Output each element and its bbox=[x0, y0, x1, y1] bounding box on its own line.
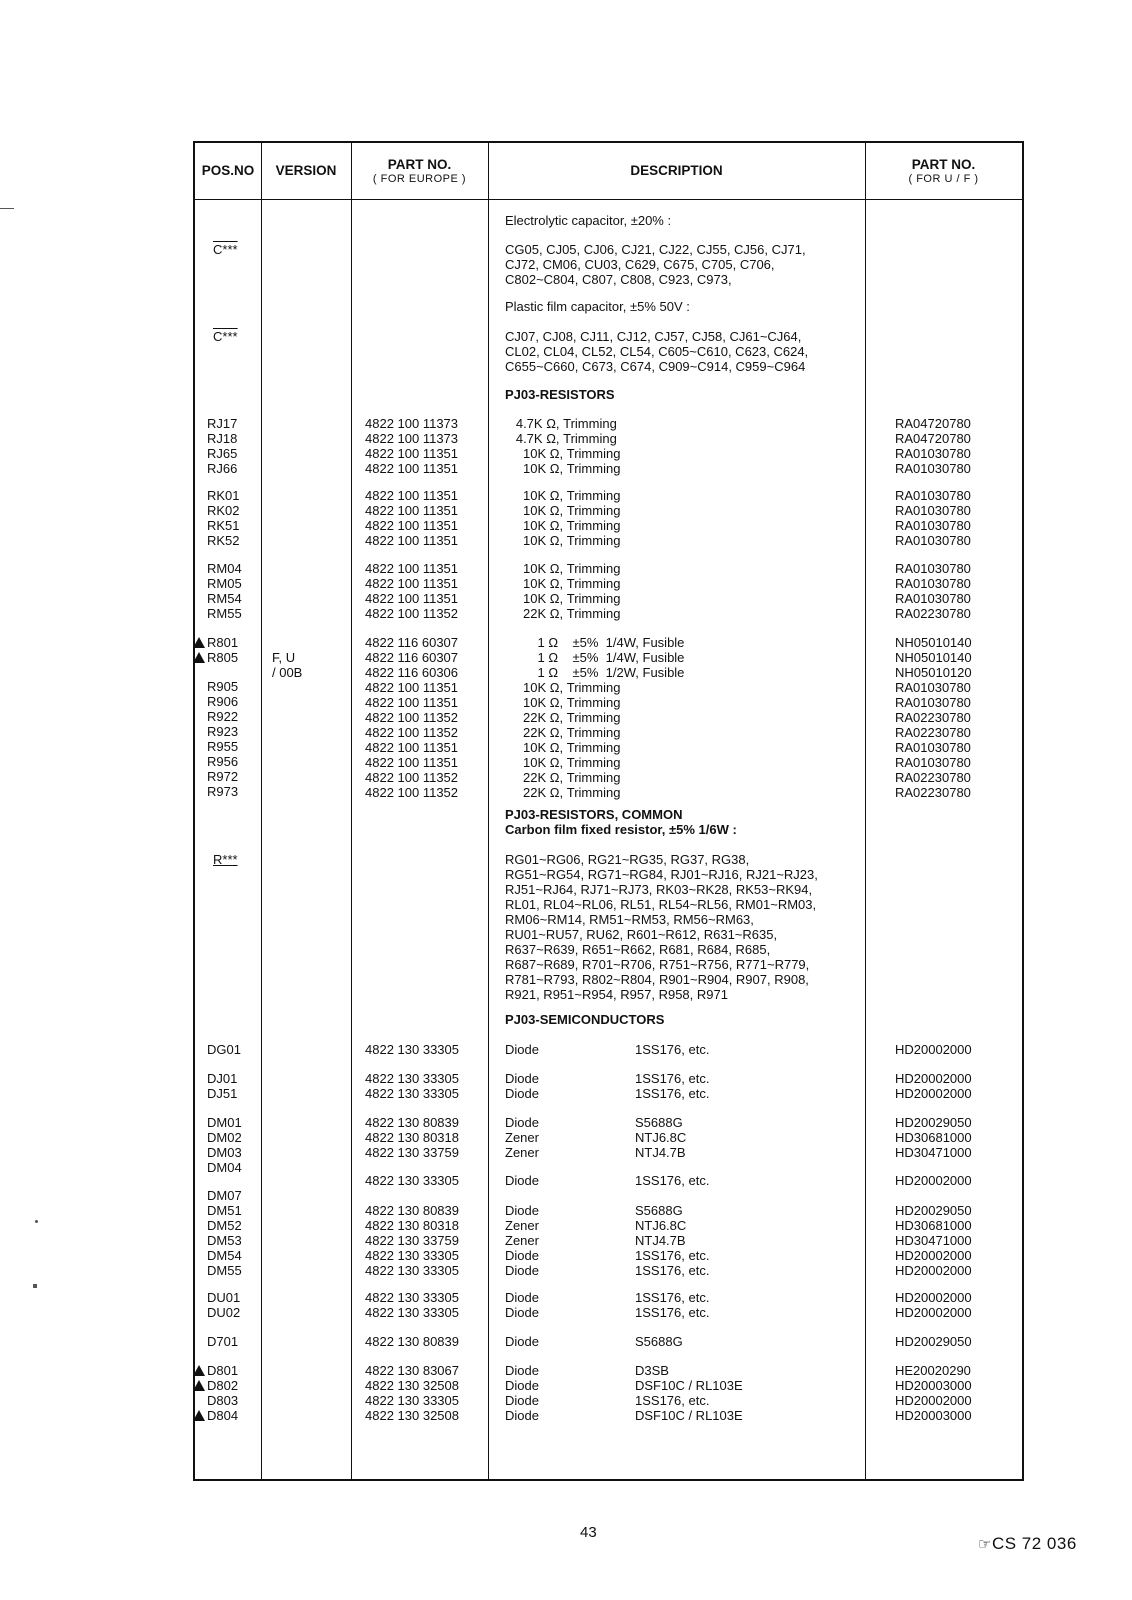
resistor-desc-group-2: 10K Ω, Trimming 10K Ω, Trimming 10K Ω, Trimming 10K Ω, Trimming bbox=[523, 488, 621, 548]
semi-value-group-7: S5688G bbox=[635, 1334, 683, 1349]
film-list: CJ07, CJ08, CJ11, CJ12, CJ57, CJ58, CJ61~CJ64, CL02, CL04, CL52, CL54, C605~C610, C623, C624, C655~C660, C673, C674, C909~C914, C959~C964 bbox=[505, 329, 809, 374]
document-code: ☞CS 72 036 bbox=[978, 1534, 1077, 1553]
header-pos-no: POS.NO bbox=[201, 163, 255, 178]
semi-uf-group-2: HD20002000 HD20002000 bbox=[895, 1071, 972, 1101]
semi-part-group-2: 4822 130 33305 4822 130 33305 bbox=[365, 1071, 459, 1101]
warning-triangle-icon bbox=[193, 1410, 205, 1421]
resistor-uf-group-3: RA01030780 RA01030780 RA01030780 RA02230780 bbox=[895, 561, 971, 621]
semi-type-group-3: Diode Zener Zener bbox=[505, 1115, 539, 1160]
semiconductors-heading: PJ03-SEMICONDUCTORS bbox=[505, 1012, 665, 1027]
semi-last-part: 4822 130 83067 4822 130 32508 4822 130 33305 4822 130 32508 bbox=[365, 1363, 459, 1423]
resistor-pos-tail: R905 R906 R922 R923 R955 R956 R972 R973 bbox=[207, 679, 239, 799]
semi-pos-group-2: DJ01 DJ51 bbox=[207, 1071, 238, 1101]
semi-uf-group-5: HD20029050 HD30681000 HD30471000 HD20002000 HD20002000 bbox=[895, 1203, 972, 1278]
semi-value-group-3: S5688G NTJ6.8C NTJ4.7B bbox=[635, 1115, 687, 1160]
semi-part-group-3: 4822 130 80839 4822 130 80318 4822 130 33759 bbox=[365, 1115, 459, 1160]
fusible-pos-1: R801 bbox=[207, 635, 262, 650]
resistors-common-subheading: Carbon film fixed resistor, ±5% 1/6W : bbox=[505, 822, 737, 837]
semi-part-group-7: 4822 130 80839 bbox=[365, 1334, 459, 1349]
scan-mark bbox=[33, 1284, 37, 1288]
warning-triangle-icon bbox=[193, 637, 205, 648]
semi-type-group-6: Diode Diode bbox=[505, 1290, 539, 1320]
resistor-pos-group-3: RM04 RM05 RM54 RM55 bbox=[207, 561, 242, 621]
electrolytic-pos: C*** bbox=[213, 242, 238, 257]
semi-uf-group-6: HD20002000 HD20002000 bbox=[895, 1290, 972, 1320]
column-divider bbox=[488, 143, 489, 1479]
parts-list-table bbox=[193, 141, 1024, 1481]
semi-last-pos-4: D804 bbox=[207, 1408, 262, 1423]
header-version: VERSION bbox=[275, 163, 337, 178]
semi-last-pos-2: D802 bbox=[207, 1378, 262, 1393]
resistor-uf-group-1: RA04720780 RA04720780 RA01030780 RA01030780 bbox=[895, 416, 971, 476]
semi-pos-group-7: D701 bbox=[207, 1334, 239, 1349]
semi-pos-group-5: DM07 DM51 DM52 DM53 DM54 DM55 bbox=[207, 1188, 242, 1278]
semi-uf-group-3: HD20029050 HD30681000 HD30471000 bbox=[895, 1115, 972, 1160]
resistor-part-group-2: 4822 100 11351 4822 100 11351 4822 100 11351 4822 100 11351 bbox=[365, 488, 459, 548]
header-divider bbox=[195, 199, 1022, 200]
column-divider bbox=[351, 143, 352, 1479]
scan-mark bbox=[35, 1220, 38, 1223]
semi-last-uf: HE20020290 HD20003000 HD20002000 HD20003000 bbox=[895, 1363, 972, 1423]
semi-last-type: Diode Diode Diode Diode bbox=[505, 1363, 539, 1423]
resistor-part-group-3: 4822 100 11351 4822 100 11351 4822 100 11351 4822 100 11352 bbox=[365, 561, 459, 621]
resistor-desc-tail: 1 Ω ±5% 1/4W, Fusible 1 Ω ±5% 1/4W, Fusible 1 Ω ±5% 1/2W, Fusible 10K Ω, Trimming 10K Ω, Trimming 22K Ω, Trimming 22K Ω, Trimming 10K Ω, Trimming 10K Ω, Trimming 22K Ω, Trimming 22K Ω, Trimming bbox=[523, 635, 685, 800]
page-number: 43 bbox=[580, 1524, 597, 1541]
semi-uf-group-4: HD20002000 bbox=[895, 1173, 972, 1188]
semi-pos-group-3: DM01 DM02 DM03 DM04 bbox=[207, 1115, 242, 1175]
semi-part-group-4: 4822 130 33305 bbox=[365, 1173, 459, 1188]
resistor-desc-group-1: 4.7K Ω, Trimming 4.7K Ω, Trimming 10K Ω, Trimming 10K Ω, Trimming bbox=[515, 416, 621, 476]
semi-type-group-1: Diode bbox=[505, 1042, 539, 1057]
header-part-no-europe: PART NO. ( FOR EUROPE ) bbox=[372, 156, 467, 185]
semi-value-group-5: S5688G NTJ6.8C NTJ4.7B 1SS176, etc. 1SS176, etc. bbox=[635, 1203, 710, 1278]
film-pos: C*** bbox=[213, 329, 238, 344]
semi-pos-group-6: DU01 DU02 bbox=[207, 1290, 241, 1320]
header-part-no-uf: PART NO. ( FOR U / F ) bbox=[908, 156, 979, 185]
semi-last-pos-1: D801 bbox=[207, 1363, 262, 1378]
semi-pos-group-1: DG01 bbox=[207, 1042, 241, 1057]
resistors-heading: PJ03-RESISTORS bbox=[505, 387, 615, 402]
semi-last-pos-3: D803 bbox=[207, 1393, 239, 1408]
semi-value-group-6: 1SS176, etc. 1SS176, etc. bbox=[635, 1290, 710, 1320]
resistor-pos-group-2: RK01 RK02 RK51 RK52 bbox=[207, 488, 240, 548]
header-description: DESCRIPTION bbox=[630, 163, 723, 178]
resistor-uf-group-2: RA01030780 RA01030780 RA01030780 RA01030780 bbox=[895, 488, 971, 548]
semi-part-group-1: 4822 130 33305 bbox=[365, 1042, 459, 1057]
resistor-part-tail: 4822 116 60307 4822 116 60307 4822 116 60306 4822 100 11351 4822 100 11351 4822 100 11352 4822 100 11352 4822 100 11351 4822 100 11351 4822 100 11352 4822 100 11352 bbox=[365, 635, 459, 800]
resistors-common-pos: R*** bbox=[213, 852, 238, 867]
semi-type-group-5: Diode Zener Zener Diode Diode bbox=[505, 1203, 539, 1278]
warning-triangle-icon bbox=[193, 1380, 205, 1391]
semi-value-group-2: 1SS176, etc. 1SS176, etc. bbox=[635, 1071, 710, 1101]
electrolytic-heading: Electrolytic capacitor, ±20% : bbox=[505, 213, 672, 228]
pointing-hand-icon: ☞ bbox=[978, 1536, 992, 1553]
warning-triangle-icon bbox=[193, 652, 205, 663]
semi-uf-group-1: HD20002000 bbox=[895, 1042, 972, 1057]
version-note: F, U / 00B bbox=[272, 650, 303, 680]
resistor-part-group-1: 4822 100 11373 4822 100 11373 4822 100 11351 4822 100 11351 bbox=[365, 416, 459, 476]
scan-mark bbox=[0, 208, 14, 209]
resistors-common-heading: PJ03-RESISTORS, COMMON bbox=[505, 807, 683, 822]
semi-last-value: D3SB DSF10C / RL103E 1SS176, etc. DSF10C / RL103E bbox=[635, 1363, 743, 1423]
semi-type-group-7: Diode bbox=[505, 1334, 539, 1349]
resistor-uf-tail: NH05010140 NH05010140 NH05010120 RA01030780 RA01030780 RA02230780 RA02230780 RA01030780 RA01030780 RA02230780 RA02230780 bbox=[895, 635, 972, 800]
fusible-pos-2: R805 bbox=[207, 650, 262, 665]
semi-type-group-2: Diode Diode bbox=[505, 1071, 539, 1101]
resistors-common-list: RG01~RG06, RG21~RG35, RG37, RG38, RG51~RG54, RG71~RG84, RJ01~RJ16, RJ21~RJ23, RJ51~RJ64, RJ71~RJ73, RK03~RK28, RK53~RK94, RL01, RL04~RL06, RL51, RL54~RL56, RM01~RM03, RM06~RM14, RM51~RM53, RM56~RM63, RU01~RU57, RU62, R601~R612, R631~R635, R637~R639, R651~R662, R681, R684, R685, R687~R689, R701~R706, R751~R756, R771~R779, R781~R793, R802~R804, R901~R904, R907, R908, R921, R951~R954, R957, R958, R971 bbox=[505, 852, 818, 1002]
semi-part-group-5: 4822 130 80839 4822 130 80318 4822 130 33759 4822 130 33305 4822 130 33305 bbox=[365, 1203, 459, 1278]
semi-value-group-1: 1SS176, etc. bbox=[635, 1042, 710, 1057]
resistor-desc-group-3: 10K Ω, Trimming 10K Ω, Trimming 10K Ω, Trimming 22K Ω, Trimming bbox=[523, 561, 621, 621]
resistor-pos-group-1: RJ17 RJ18 RJ65 RJ66 bbox=[207, 416, 238, 476]
electrolytic-list: CG05, CJ05, CJ06, CJ21, CJ22, CJ55, CJ56, CJ71, CJ72, CM06, CU03, C629, C675, C705, C706, C802~C804, C807, C808, C923, C973, bbox=[505, 242, 806, 287]
semi-uf-group-7: HD20029050 bbox=[895, 1334, 972, 1349]
semi-type-group-4: Diode bbox=[505, 1173, 539, 1188]
semi-part-group-6: 4822 130 33305 4822 130 33305 bbox=[365, 1290, 459, 1320]
film-heading: Plastic film capacitor, ±5% 50V : bbox=[505, 299, 690, 314]
semi-value-group-4: 1SS176, etc. bbox=[635, 1173, 710, 1188]
warning-triangle-icon bbox=[193, 1365, 205, 1376]
